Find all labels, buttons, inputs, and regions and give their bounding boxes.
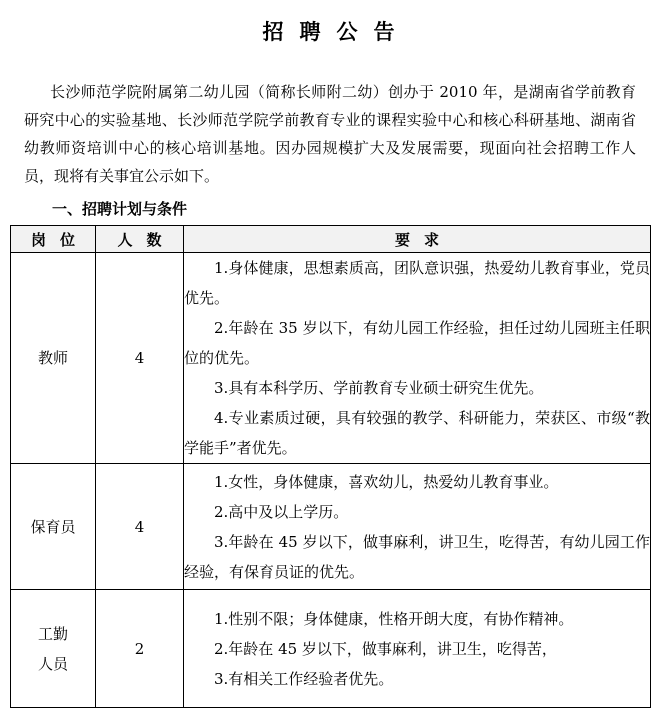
position-line: 工勤	[37, 624, 68, 643]
requirements-cell	[184, 590, 651, 708]
requirement-item: 1.身体健康，思想素质高，团队意识强，热爱幼儿教育事业，党员优先。	[184, 259, 650, 307]
header-count: 人数	[96, 226, 184, 253]
header-position: 岗位	[11, 226, 96, 253]
table-row-logistics	[11, 590, 651, 708]
requirement-item: 2.年龄在 45 岁以下，做事麻利，讲卫生，吃得苦，	[214, 639, 557, 658]
header-requirements: 要求	[184, 226, 651, 253]
requirement-item: 2.高中及以上学历。	[214, 502, 349, 521]
requirement-item: 2.年龄在 35 岁以下，有幼儿园工作经验，担任过幼儿园班主任职位的优先。	[184, 319, 650, 367]
requirements-cell	[184, 253, 651, 464]
page-title: 招聘公告	[262, 19, 411, 44]
requirement-item: 3.有相关工作经验者优先。	[214, 669, 394, 688]
section-heading: 一、招聘计划与条件	[52, 200, 188, 218]
requirement-item: 3.具有本科学历、学前教育专业硕士研究生优先。	[214, 379, 544, 397]
requirements-cell	[184, 464, 651, 590]
count-cell: 4	[96, 253, 184, 464]
intro-paragraph: 长沙师范学院附属第二幼儿园（简称长师附二幼）创办于 2010 年，是湖南省学前教育研究中心的实验基地、长沙师范学院学前教育专业的课程实验中心和核心科研基地、湖南省幼教师资培训中心的核心培训基地。因办园规模扩大及发展需要，现面向社会招聘工作人员，现将有关事宜公示如下。	[24, 83, 636, 185]
requirement-item: 3.年龄在 45 岁以下，做事麻利，讲卫生，吃得苦，有幼儿园工作经验，有保育员证的优先。	[184, 532, 650, 581]
count-cell: 2	[96, 590, 184, 708]
position-cell: 教师	[11, 253, 96, 464]
requirement-item: 1.性别不限；身体健康，性格开朗大度，有协作精神。	[214, 609, 574, 628]
requirement-item: 4.专业素质过硬，具有较强的教学、科研能力，荣获区、市级“教学能手”者优先。	[184, 409, 650, 457]
position-cell	[11, 590, 96, 708]
table-header-row	[11, 226, 651, 253]
position-line: 人员	[37, 654, 68, 673]
position-cell: 保育员	[11, 464, 96, 590]
table-row-teacher	[11, 253, 651, 464]
count-cell: 4	[96, 464, 184, 590]
requirement-item: 1.女性，身体健康，喜欢幼儿，热爱幼儿教育事业。	[214, 472, 559, 491]
recruitment-table	[10, 225, 651, 708]
table-row-caregiver	[11, 464, 651, 590]
